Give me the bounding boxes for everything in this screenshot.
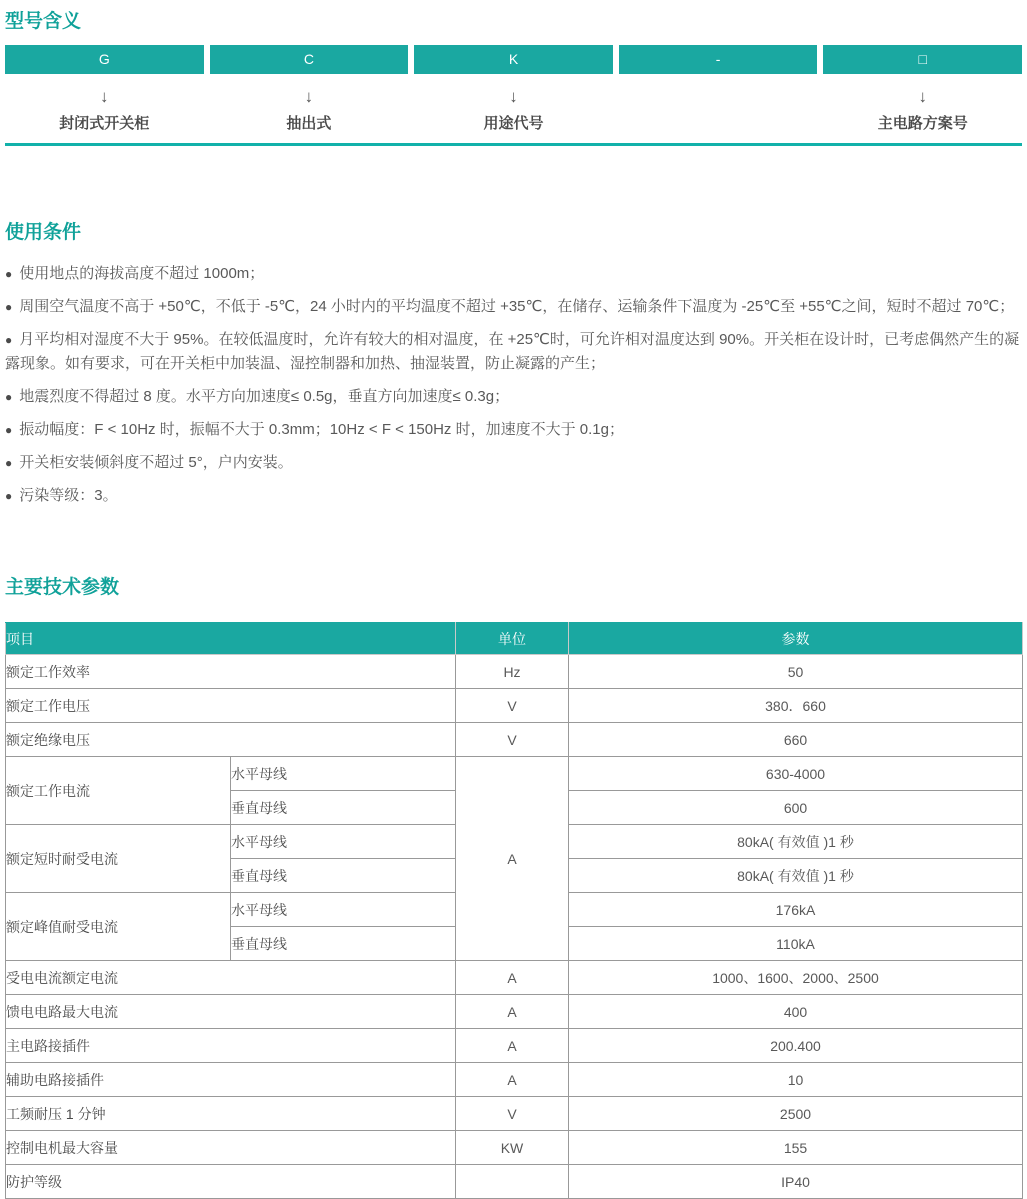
param-value: 176kA	[569, 893, 1023, 927]
param-sub-name: 垂直母线	[231, 791, 456, 825]
bullet-icon: ●	[5, 456, 13, 470]
param-unit: A	[456, 1029, 569, 1063]
param-value: 10	[569, 1063, 1023, 1097]
param-name: 额定工作效率	[6, 655, 456, 689]
param-value: IP40	[569, 1165, 1023, 1199]
model-code-box-c: C	[210, 45, 409, 74]
section-title-usage-conditions: 使用条件	[5, 222, 82, 243]
param-value: 600	[569, 791, 1023, 825]
param-name: 防护等级	[6, 1165, 456, 1199]
teal-divider-line	[5, 143, 1022, 146]
param-unit: A	[456, 961, 569, 995]
param-value: 50	[569, 655, 1023, 689]
model-arrows-row	[5, 87, 1022, 107]
param-group-name: 额定工作电流	[6, 757, 231, 825]
param-name: 辅助电路接插件	[6, 1063, 456, 1097]
list-item	[5, 385, 1022, 409]
param-group-name: 额定短时耐受电流	[6, 825, 231, 893]
table-row	[6, 1131, 1023, 1165]
param-value: 155	[569, 1131, 1023, 1165]
bullet-icon: ●	[5, 423, 13, 437]
param-value: 1000、1600、2000、2500	[569, 961, 1023, 995]
model-code-boxes	[5, 45, 1022, 74]
param-name: 额定绝缘电压	[6, 723, 456, 757]
list-item	[5, 418, 1022, 442]
condition-text: 使用地点的海拔高度不超过 1000m；	[19, 265, 265, 282]
arrow-placeholder	[619, 87, 818, 107]
param-value: 110kA	[569, 927, 1023, 961]
param-sub-name: 水平母线	[231, 893, 456, 927]
list-item	[5, 328, 1022, 376]
table-row	[6, 723, 1023, 757]
table-row	[6, 689, 1023, 723]
param-unit: V	[456, 689, 569, 723]
condition-text: 月平均相对湿度不大于 95%。在较低温度时，允许有较大的相对温度，在 +25℃时，可允许相对温度达到 90%。开关柜在设计时，已考虑偶然产生的凝露现象。如有要求，可在开关柜中加装温、湿控制器和加热、抽湿装置，防止凝露的产生；	[5, 331, 1020, 372]
down-arrow-icon: ↓	[918, 87, 927, 106]
param-name: 控制电机最大容量	[6, 1131, 456, 1165]
model-label-main-circuit-scheme: 主电路方案号	[877, 115, 968, 132]
section-title-model-meaning: 型号含义	[5, 11, 82, 32]
param-value: 80kA( 有效值 )1 秒	[569, 859, 1023, 893]
model-code-box-g: G	[5, 45, 204, 74]
model-label-withdrawable: 抽出式	[286, 115, 332, 132]
param-value: 80kA( 有效值 )1 秒	[569, 825, 1023, 859]
condition-text: 污染等级：3。	[19, 487, 118, 504]
table-row	[6, 1063, 1023, 1097]
param-unit: V	[456, 1097, 569, 1131]
param-unit: KW	[456, 1131, 569, 1165]
param-sub-name: 水平母线	[231, 757, 456, 791]
table-row	[6, 1097, 1023, 1131]
param-unit: A	[456, 995, 569, 1029]
bullet-icon: ●	[5, 333, 13, 347]
param-name: 馈电电路最大电流	[6, 995, 456, 1029]
section-title-tech-params: 主要技术参数	[5, 577, 120, 598]
condition-text: 周围空气温度不高于 +50℃，不低于 -5℃，24 小时内的平均温度不超过 +35℃，在储存、运输条件下温度为 -25℃至 +55℃之间，短时不超过 70℃；	[19, 298, 1015, 315]
column-header-item: 项目	[6, 623, 456, 655]
list-item	[5, 484, 1022, 508]
down-arrow-icon: ↓	[509, 87, 518, 106]
usage-conditions-list	[5, 262, 1022, 508]
model-labels-row	[5, 114, 1022, 134]
condition-text: 振动幅度：F < 10Hz 时，振幅不大于 0.3mm；10Hz < F < 150Hz 时，加速度不大于 0.1g；	[19, 421, 624, 438]
tech-params-table	[5, 622, 1023, 1199]
table-row	[6, 1029, 1023, 1063]
param-value: 380．660	[569, 689, 1023, 723]
param-name: 受电电流额定电流	[6, 961, 456, 995]
param-sub-name: 垂直母线	[231, 927, 456, 961]
bullet-icon: ●	[5, 390, 13, 404]
param-sub-name: 垂直母线	[231, 859, 456, 893]
param-value: 2500	[569, 1097, 1023, 1131]
param-value: 200.400	[569, 1029, 1023, 1063]
column-header-unit: 单位	[456, 623, 569, 655]
param-unit: V	[456, 723, 569, 757]
condition-text: 开关柜安装倾斜度不超过 5°，户内安装。	[19, 454, 293, 471]
condition-text: 地震烈度不得超过 8 度。水平方向加速度≤ 0.5g，垂直方向加速度≤ 0.3g；	[19, 388, 510, 405]
model-label-empty	[619, 114, 818, 134]
bullet-icon: ●	[5, 267, 13, 281]
model-label-usage-code: 用途代号	[483, 115, 544, 132]
model-code-box-dash: -	[619, 45, 818, 74]
column-header-param: 参数	[569, 623, 1023, 655]
param-unit-shared: A	[456, 757, 569, 961]
bullet-icon: ●	[5, 489, 13, 503]
param-value: 630-4000	[569, 757, 1023, 791]
table-row	[6, 655, 1023, 689]
list-item	[5, 451, 1022, 475]
down-arrow-icon: ↓	[100, 87, 109, 106]
bullet-icon: ●	[5, 300, 13, 314]
param-value: 660	[569, 723, 1023, 757]
param-group-name: 额定峰值耐受电流	[6, 893, 231, 961]
table-row	[6, 961, 1023, 995]
table-header-row	[6, 623, 1023, 655]
param-value: 400	[569, 995, 1023, 1029]
model-label-enclosed-switchgear: 封闭式开关柜	[59, 115, 150, 132]
list-item	[5, 262, 1022, 286]
param-unit: Hz	[456, 655, 569, 689]
list-item	[5, 295, 1022, 319]
table-row	[6, 757, 1023, 791]
down-arrow-icon: ↓	[304, 87, 314, 106]
param-name: 工频耐压 1 分钟	[6, 1097, 456, 1131]
param-unit: A	[456, 1063, 569, 1097]
param-sub-name: 水平母线	[231, 825, 456, 859]
model-code-box-scheme: □	[823, 45, 1022, 74]
param-name: 主电路接插件	[6, 1029, 456, 1063]
model-code-box-k: K	[414, 45, 613, 74]
table-row	[6, 995, 1023, 1029]
param-name: 额定工作电压	[6, 689, 456, 723]
